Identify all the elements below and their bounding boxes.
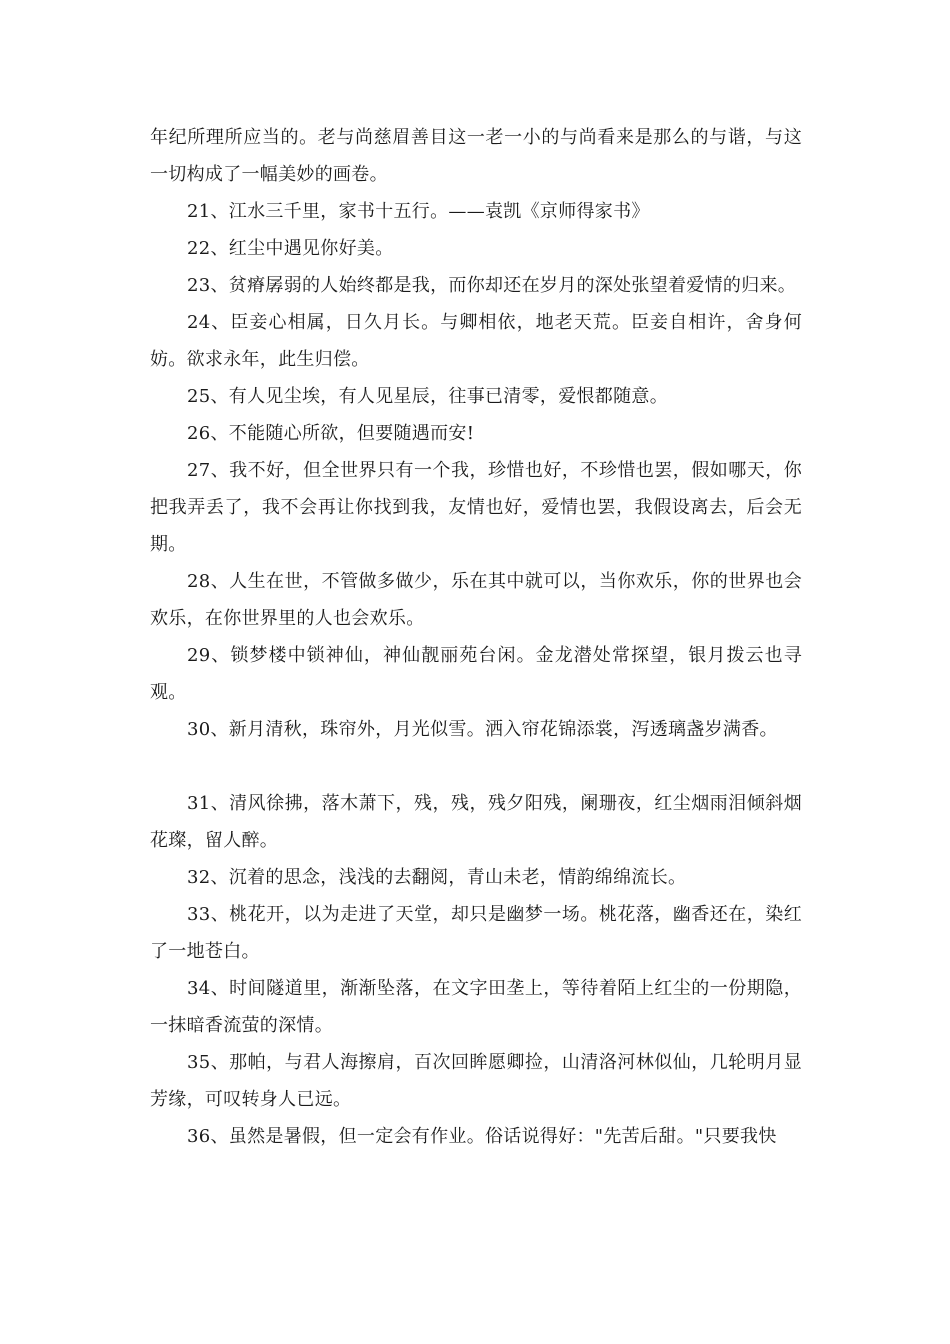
paragraph-35: 35、那帕，与君人海擦肩，百次回眸愿卿捡，山清洛河林似仙，几轮明月显芳缘，可叹转身人已远。 xyxy=(150,1052,802,1110)
paragraph-32: 32、沉着的思念，浅浅的去翻阅，青山未老，情韵绵绵流长。 xyxy=(187,867,687,888)
paragraph-21: 21、江水三千里，家书十五行。——袁凯《京师得家书》 xyxy=(187,201,650,222)
paragraph-23: 23、贫瘠孱弱的人始终都是我，而你却还在岁月的深处张望着爱情的归来。 xyxy=(187,275,797,296)
paragraph-33: 33、桃花开，以为走进了天堂，却只是幽梦一场。桃花落，幽香还在，染红了一地苍白。 xyxy=(150,904,802,962)
paragraph-22: 22、红尘中遇见你好美。 xyxy=(187,238,394,259)
paragraph-34: 34、时间隧道里，渐渐坠落，在文字田垄上，等待着陌上红尘的一份期隐，一抹暗香流萤的深情。 xyxy=(150,978,802,1036)
paragraph-28: 28、人生在世，不管做多做少，乐在其中就可以，当你欢乐，你的世界也会欢乐，在你世界里的人也会欢乐。 xyxy=(150,571,802,629)
paragraph-29: 29、锁梦楼中锁神仙，神仙靓丽苑台闲。金龙潜处常探望，银月拨云也寻观。 xyxy=(150,645,802,703)
paragraph-26: 26、不能随心所欲，但要随遇而安! xyxy=(187,423,475,444)
paragraph-24: 24、臣妾心相属，日久月长。与卿相依，地老天荒。臣妾自相许，舍身何妨。欲求永年，此生归偿。 xyxy=(150,312,802,370)
document-body xyxy=(150,119,802,1155)
paragraph-31: 31、清风徐拂，落木萧下，残，残，残夕阳残，阑珊夜，红尘烟雨泪倾斜烟花璨，留人醉。 xyxy=(150,793,802,851)
paragraph-27: 27、我不好，但全世界只有一个我，珍惜也好，不珍惜也罢，假如哪天，你把我弄丢了，我不会再让你找到我，友情也好，爱情也罢，我假设离去，后会无期。 xyxy=(150,460,802,555)
blank-line xyxy=(150,748,802,785)
paragraph-continuation: 年纪所理所应当的。老与尚慈眉善目这一老一小的与尚看来是那么的与谐，与这一切构成了一幅美妙的画卷。 xyxy=(150,127,802,185)
paragraph-30: 30、新月清秋，珠帘外，月光似雪。洒入帘花锦添裳，泻透璃盏岁满香。 xyxy=(187,719,778,740)
paragraph-36: 36、虽然是暑假，但一定会有作业。俗话说得好："先苦后甜。"只要我快 xyxy=(187,1126,777,1147)
paragraph-25: 25、有人见尘埃，有人见星辰，往事已清零，爱恨都随意。 xyxy=(187,386,669,407)
